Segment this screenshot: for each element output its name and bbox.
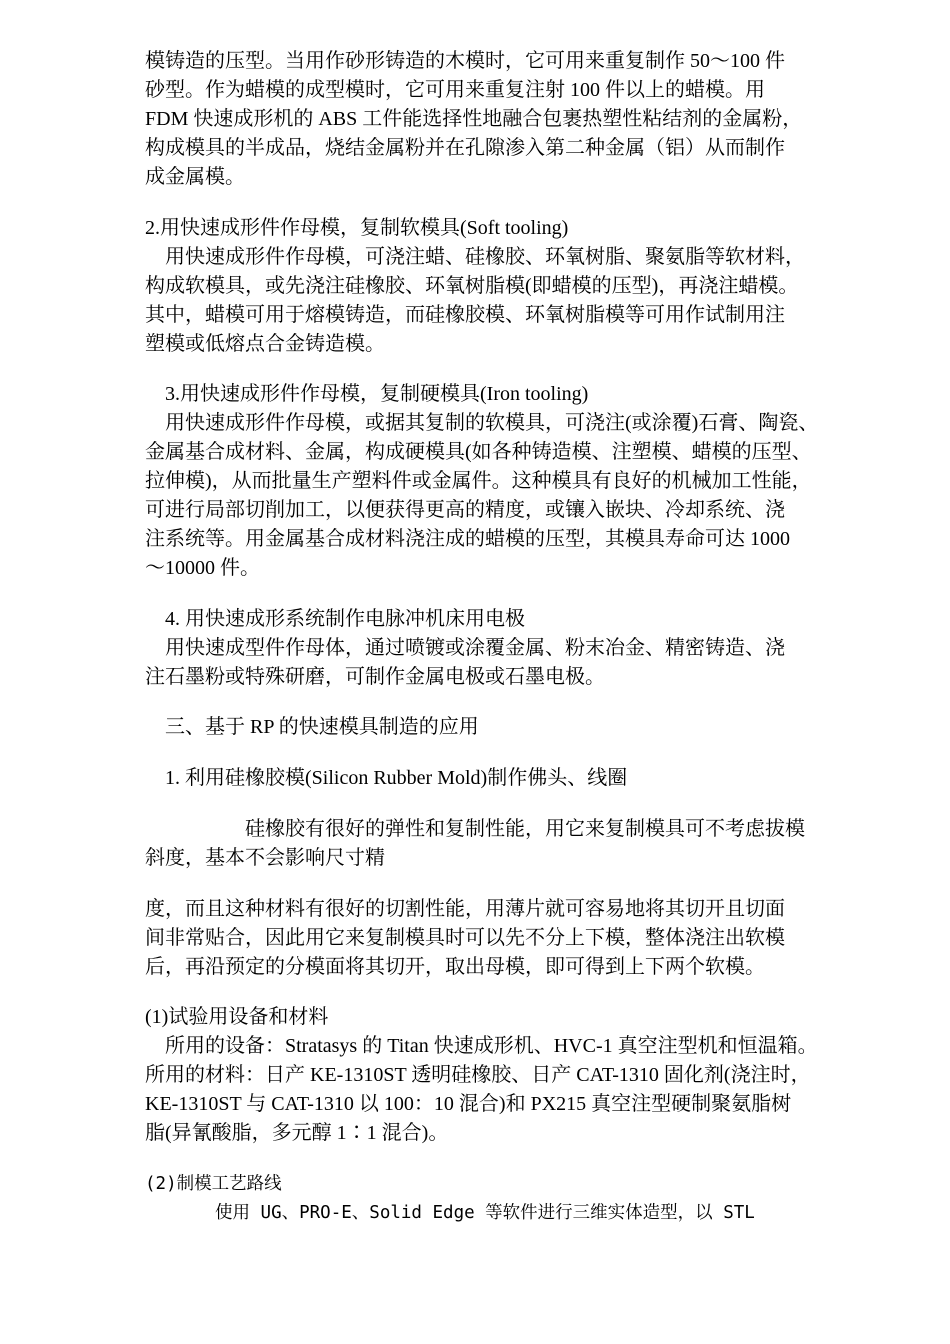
- chapter-heading: 三、基于 RP 的快速模具制造的应用: [145, 716, 479, 738]
- text-line: 注石墨粉或特殊研磨，可制作金属电极或石墨电极。: [145, 666, 605, 688]
- text-line: 硅橡胶有很好的弹性和复制性能，用它来复制模具可不考虑拔模: [145, 818, 805, 840]
- section-heading: 2.用快速成形件作母模，复制软模具(Soft tooling): [145, 217, 569, 239]
- text-line: 间非常贴合，因此用它来复制模具时可以先不分上下模，整体浇注出软模: [145, 927, 785, 949]
- section-heading: 1. 利用硅橡胶模(Silicon Rubber Mold)制作佛头、线圈: [145, 767, 628, 789]
- text-line: 砂型。作为蜡模的成型模时，它可用来重复注射 100 件以上的蜡模。用: [145, 79, 765, 101]
- text-line: ～10000 件。: [145, 557, 260, 579]
- text-line: 度，而且这种材料有很好的切割性能，用薄片就可容易地将其切开且切面: [145, 898, 785, 920]
- text-line: 所用的设备：Stratasys 的 Titan 快速成形机、HVC-1 真空注型机和恒温箱。: [145, 1035, 818, 1057]
- text-line: 金属基合成材料、金属，构成硬模具(如各种铸造模、注塑模、蜡模的压型、: [145, 441, 812, 463]
- text-line: 模铸造的压型。当用作砂形铸造的木模时，它可用来重复制作 50～100 件: [145, 50, 785, 72]
- text-line: KE-1310ST 与 CAT-1310 以 100：10 混合)和 PX215 真空注型硬制聚氨脂树: [145, 1093, 792, 1115]
- text-line: 脂(异氰酸脂，多元醇 1∶1 混合)。: [145, 1122, 449, 1144]
- text-line: 可进行局部切削加工，以便获得更高的精度，或镶入嵌块、冷却系统、浇: [145, 499, 785, 521]
- section-heading: 3.用快速成形件作母模，复制硬模具(Iron tooling): [145, 383, 589, 405]
- text-line: 构成软模具，或先浇注硅橡胶、环氧树脂模(即蜡模的压型)，再浇注蜡模。: [145, 275, 799, 297]
- section-heading: (2)制模工艺路线: [145, 1174, 282, 1194]
- text-line: 后，再沿预定的分模面将其切开，取出母模，即可得到上下两个软模。: [145, 956, 765, 978]
- text-line: 拉伸模)，从而批量生产塑料件或金属件。这种模具有良好的机械加工性能，: [145, 470, 812, 492]
- text-line: 塑模或低熔点合金铸造模。: [145, 333, 385, 355]
- section-heading: (1)试验用设备和材料: [145, 1006, 329, 1028]
- section-heading: 4. 用快速成形系统制作电脉冲机床用电极: [145, 608, 525, 630]
- text-line: 用快速成形件作母模，或据其复制的软模具，可浇注(或涂覆)石膏、陶瓷、: [145, 412, 819, 434]
- text-line: 构成模具的半成品，烧结金属粉并在孔隙渗入第二种金属（铝）从而制作: [145, 137, 785, 159]
- text-line: 所用的材料：日产 KE-1310ST 透明硅橡胶、日产 CAT-1310 固化剂(浇注时，: [145, 1064, 811, 1086]
- text-line: FDM 快速成形机的 ABS 工件能选择性地融合包裹热塑性粘结剂的金属粉，: [145, 108, 803, 130]
- text-line: 用快速成型件作母体，通过喷镀或涂覆金属、粉末冶金、精密铸造、浇: [145, 637, 785, 659]
- text-line: 注系统等。用金属基合成材料浇注成的蜡模的压型，其模具寿命可达 1000: [145, 528, 790, 550]
- text-line: 使用 UG、PRO-E、Solid Edge 等软件进行三维实体造型，以 STL: [145, 1203, 755, 1223]
- text-line: 斜度，基本不会影响尺寸精: [145, 847, 385, 869]
- text-line: 其中，蜡模可用于熔模铸造，而硅橡胶模、环氧树脂模等可用作试制用注: [145, 304, 785, 326]
- text-line: 用快速成形件作母模，可浇注蜡、硅橡胶、环氧树脂、聚氨脂等软材料，: [145, 246, 805, 268]
- text-line: 成金属模。: [145, 166, 245, 188]
